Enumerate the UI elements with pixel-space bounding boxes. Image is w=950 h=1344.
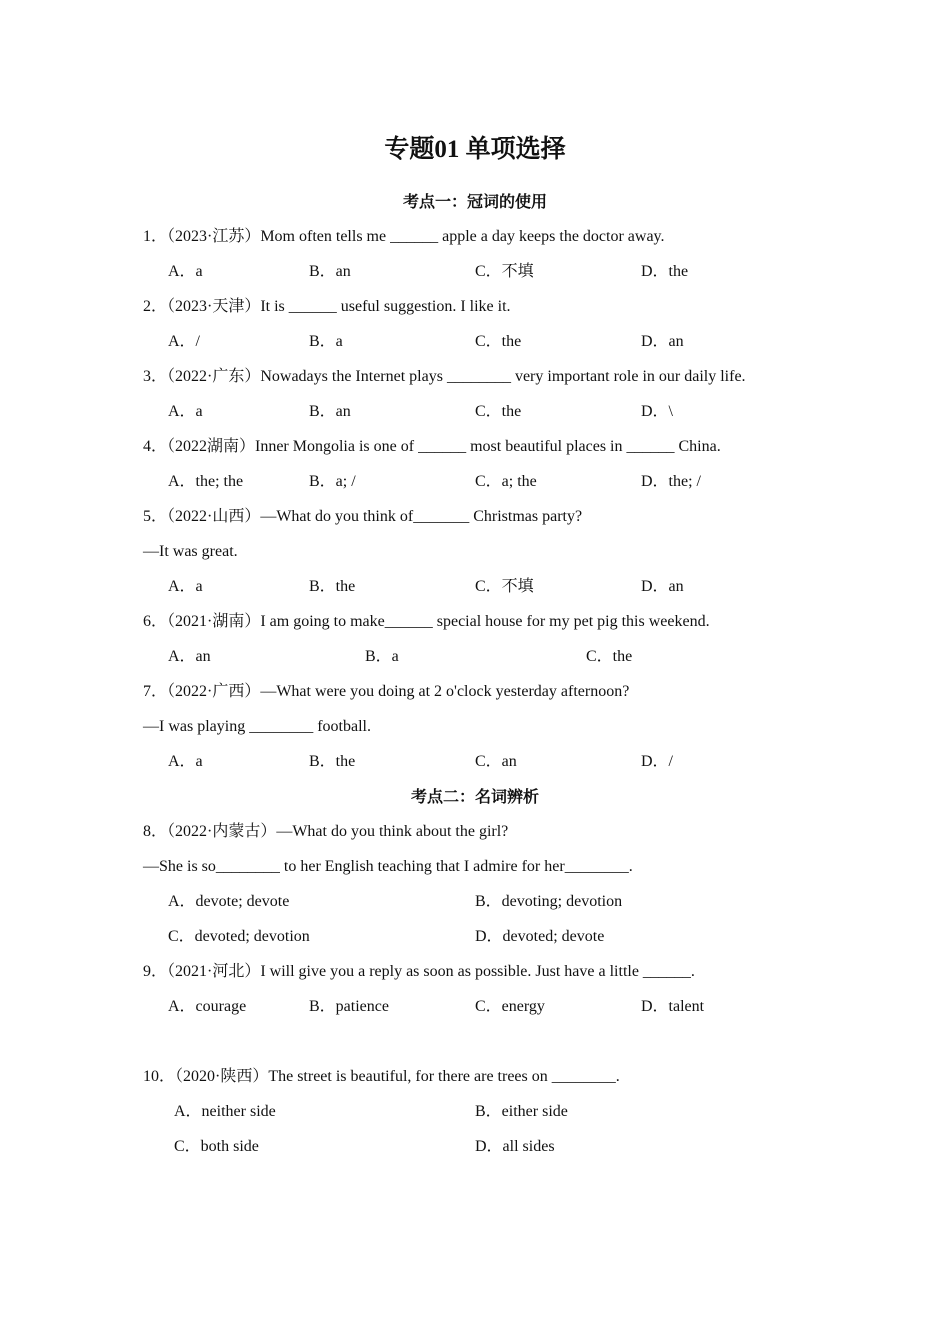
option-d: D．/ xyxy=(641,753,674,770)
option-a: A．a xyxy=(168,263,203,280)
question-text: 9．（2021·河北）I will give you a reply as soon as possible. Just have a little ______. xyxy=(143,963,695,980)
option-c: C．the xyxy=(586,648,633,665)
question-text: 1．（2023·江苏）Mom often tells me ______ apple a day keeps the doctor away. xyxy=(143,228,665,245)
option-b: B．the xyxy=(309,578,356,595)
option-d: D．an xyxy=(641,333,684,350)
option-d: D．devoted; devote xyxy=(475,928,605,945)
option-d: D．the xyxy=(641,263,689,280)
question-text-continued: —I was playing ________ football. xyxy=(143,718,371,735)
option-c: C．the xyxy=(475,403,522,420)
question-text: 5．（2022·山西）—What do you think of_______ Christmas party? xyxy=(143,508,583,525)
option-c: C．an xyxy=(475,753,517,770)
question-text: 6．（2021·湖南）I am going to make______ special house for my pet pig this weekend. xyxy=(143,613,710,630)
option-c: C．a; the xyxy=(475,473,537,490)
option-d: D．talent xyxy=(641,998,705,1015)
option-a: A．an xyxy=(168,648,211,665)
question-text: 10．（2020·陕西）The street is beautiful, for there are trees on ________. xyxy=(143,1068,620,1085)
question-text: 4．（2022湖南）Inner Mongolia is one of ______ most beautiful places in ______ China. xyxy=(143,438,721,455)
option-c: C．devoted; devotion xyxy=(168,928,310,945)
option-c: C．both side xyxy=(174,1138,259,1155)
question-text: 8．（2022·内蒙古）—What do you think about the girl? xyxy=(143,823,509,840)
option-b: B．an xyxy=(309,263,351,280)
question-text: 2．（2023·天津）It is ______ useful suggestion. I like it. xyxy=(143,298,511,315)
question-text: 3．（2022·广东）Nowadays the Internet plays ________ very important role in our daily life. xyxy=(143,368,746,385)
section-heading-nouns: 考点二：名词辨析 xyxy=(410,789,539,806)
option-c: C．energy xyxy=(475,998,545,1015)
option-d: D．\ xyxy=(641,403,674,420)
option-b: B．a; / xyxy=(309,473,356,490)
option-d: D．an xyxy=(641,578,684,595)
option-a: A．a xyxy=(168,578,203,595)
option-a: A．neither side xyxy=(174,1103,276,1120)
option-b: B．devoting; devotion xyxy=(475,893,623,910)
question-text-continued: —It was great. xyxy=(143,543,238,560)
option-b: B．a xyxy=(365,648,399,665)
option-a: A．courage xyxy=(168,998,247,1015)
option-b: B．patience xyxy=(309,998,389,1015)
question-text: 7．（2022·广西）—What were you doing at 2 o'clock yesterday afternoon? xyxy=(143,683,630,700)
option-a: A．a xyxy=(168,753,203,770)
option-b: B．the xyxy=(309,753,356,770)
option-a: A．/ xyxy=(168,333,201,350)
option-a: A．devote; devote xyxy=(168,893,290,910)
page-title: 专题01 单项选择 xyxy=(384,136,566,163)
section-heading-articles: 考点一：冠词的使用 xyxy=(402,194,547,211)
option-a: A．the; the xyxy=(168,473,244,490)
option-b: B．a xyxy=(309,333,343,350)
option-d: D．the; / xyxy=(641,473,701,490)
option-c: C．不填 xyxy=(475,578,534,595)
option-b: B．either side xyxy=(475,1103,568,1120)
option-c: C．不填 xyxy=(475,263,534,280)
option-b: B．an xyxy=(309,403,351,420)
option-d: D．all sides xyxy=(475,1138,555,1155)
option-c: C．the xyxy=(475,333,522,350)
option-a: A．a xyxy=(168,403,203,420)
question-text-continued: —She is so________ to her English teaching that I admire for her________. xyxy=(143,858,633,875)
